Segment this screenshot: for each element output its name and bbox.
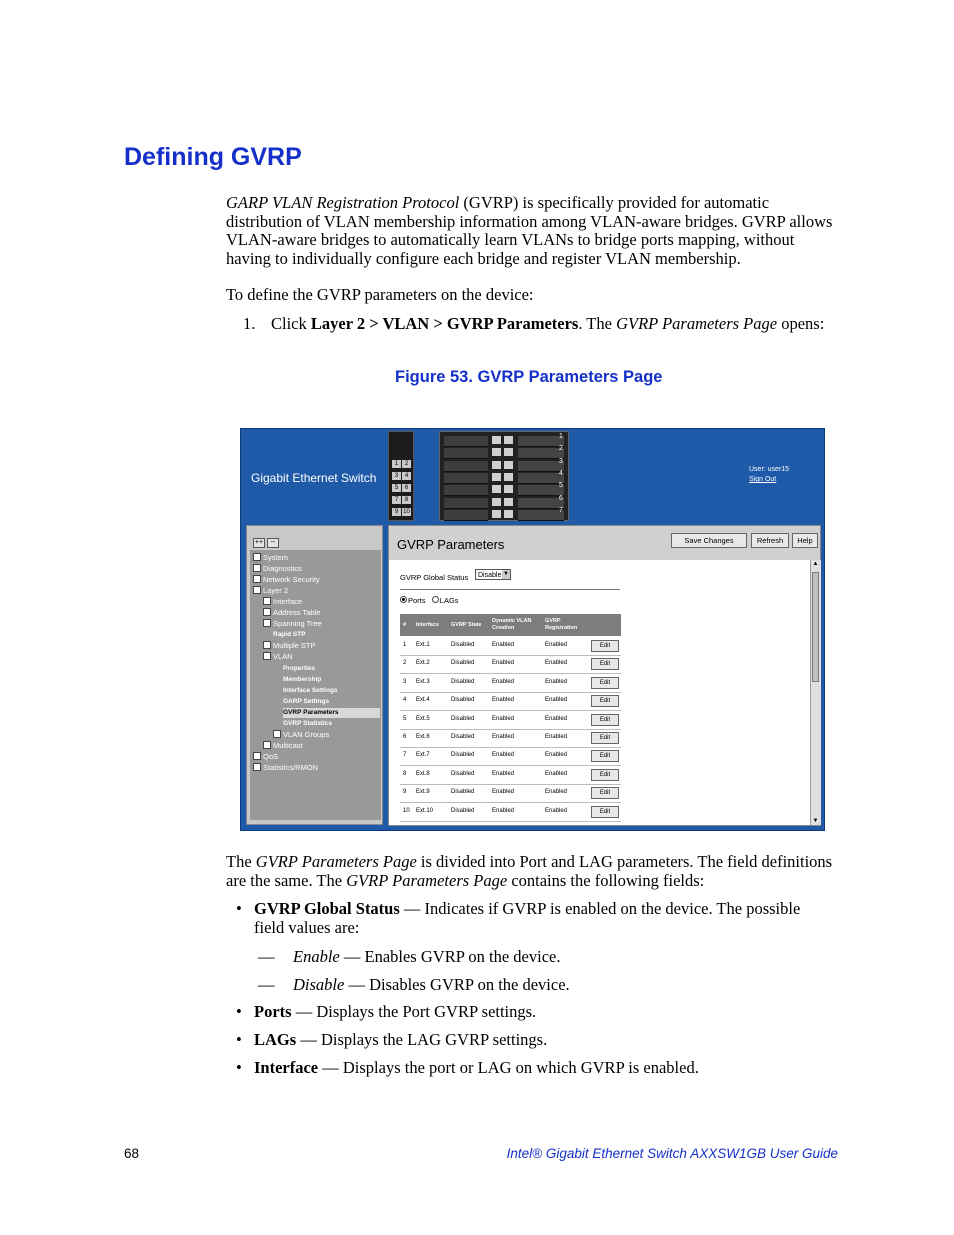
bullet-mark: • [236, 1058, 242, 1077]
nav-item[interactable] [273, 730, 329, 740]
lags-radio[interactable] [432, 596, 439, 603]
row-interface: Ext.6 [416, 734, 430, 740]
row-dynamic-vlan: Enabled [492, 715, 515, 722]
bay-module [444, 498, 488, 509]
refresh-button[interactable]: Refresh [751, 533, 789, 548]
expand-toggle-icon[interactable] [253, 752, 261, 760]
bay-module [444, 473, 488, 484]
sign-out-link[interactable]: Sign Out [749, 476, 777, 483]
step-text-c: . The [578, 314, 617, 333]
nav-item-label: System [263, 553, 289, 562]
row-gvrp-state: Disabled [451, 734, 475, 740]
after-paragraph [226, 853, 836, 890]
nav-item-label: Diagnostics [263, 564, 302, 574]
edit-button[interactable]: Edit [591, 769, 619, 781]
nav-item-label: Interface [273, 597, 303, 607]
row-gvrp-state: Disabled [451, 752, 475, 759]
row-gvrp-registration: Enabled [545, 678, 568, 685]
table-row [400, 637, 621, 656]
nav-item-label: VLAN Groups [283, 729, 330, 739]
row-dynamic-vlan: Enabled [492, 770, 515, 777]
bay-slot[interactable] [492, 498, 501, 506]
bullet-term: Ports [254, 1002, 292, 1021]
row-dynamic-vlan: Enabled [492, 697, 515, 704]
row-gvrp-registration: Enabled [545, 697, 568, 704]
global-status-value: Disable [478, 572, 502, 579]
bay-rail[interactable] [518, 485, 564, 496]
guide-title: Intel® Gigabit Ethernet Switch AXXSW1GB User Guide [506, 1146, 838, 1161]
table-row [400, 692, 621, 711]
bay-module [444, 510, 488, 521]
nav-item-label: Multicast [273, 740, 303, 750]
row-interface: Ext.1 [416, 642, 430, 648]
table-row [400, 711, 621, 730]
row-number: 7 [403, 752, 407, 759]
row-gvrp-state: Disabled [451, 678, 475, 685]
interface-type-radios [400, 596, 459, 605]
port-led[interactable]: 2 [402, 460, 411, 468]
table-row [400, 655, 621, 674]
row-gvrp-state: Disabled [451, 642, 475, 648]
nav-item[interactable] [253, 564, 302, 574]
nav-item-label: Layer 2 [263, 586, 289, 596]
bay-number: 1 [559, 433, 563, 440]
bay-number: 4 [559, 469, 563, 477]
bullet-text [254, 900, 829, 937]
dash-mark: — [258, 947, 275, 966]
dash-desc: — Enables GVRP on the device. [339, 947, 561, 966]
bay-number: 2 [559, 445, 563, 453]
expand-toggle-icon[interactable] [253, 553, 261, 561]
port-led[interactable]: 7 [392, 496, 401, 504]
bay-slot[interactable] [492, 473, 501, 481]
nav-item-label: Interface Settings [283, 686, 338, 694]
row-dynamic-vlan: Enabled [492, 789, 515, 796]
row-number: 8 [403, 770, 407, 777]
after-c: is divided into Port and LAG parameters. The field definitions are the same. The [226, 852, 833, 890]
row-interface: Ext.9 [416, 789, 430, 796]
row-interface: Ext.5 [416, 715, 430, 722]
col-num: # [403, 621, 407, 628]
dash-term: Enable [293, 947, 340, 966]
bay-slot[interactable] [492, 448, 501, 456]
edit-button[interactable]: Edit [591, 677, 619, 689]
table-row [400, 747, 621, 766]
col-gvrp-state: GVRP State [451, 621, 482, 628]
bullet-mark: • [236, 1002, 242, 1021]
chassis-front-panel [439, 431, 569, 521]
nav-item-label: Membership [283, 675, 322, 683]
bay-rail[interactable] [518, 473, 564, 484]
nav-item-label: VLAN [273, 652, 293, 662]
port-led[interactable]: 3 [392, 472, 401, 480]
bullet-term: GVRP Global Status [254, 899, 400, 918]
bay-rail[interactable] [518, 498, 564, 509]
vertical-scrollbar[interactable] [810, 560, 821, 825]
row-gvrp-registration: Enabled [545, 752, 568, 759]
bay-module [444, 461, 488, 472]
dash-text [293, 975, 570, 995]
after-page-name-1: GVRP Parameters Page [255, 852, 417, 871]
bay-slot[interactable] [492, 485, 501, 493]
bay-number: 5 [559, 482, 563, 490]
nav-item-label: Spanning Tree [273, 619, 322, 629]
bay-slot[interactable] [504, 473, 513, 481]
bay-rail[interactable] [518, 510, 564, 521]
bay-number: 3 [559, 457, 563, 465]
to-define-text: To define the GVRP parameters on the device: [226, 285, 534, 304]
nav-item[interactable] [283, 708, 380, 718]
row-gvrp-registration: Enabled [545, 715, 568, 722]
col-dynamic-vlan: Dynamic VLAN Creation [492, 618, 532, 631]
nav-item[interactable] [273, 630, 306, 640]
edit-button[interactable]: Edit [591, 658, 619, 670]
nav-item[interactable] [263, 597, 302, 607]
edit-button[interactable]: Edit [591, 695, 619, 707]
row-number: 2 [403, 660, 407, 667]
expand-toggle-icon[interactable] [263, 641, 271, 649]
row-gvrp-registration: Enabled [545, 789, 568, 796]
bullet-desc: — Displays the port or LAG on which GVRP is enabled. [318, 1058, 699, 1077]
nav-item[interactable] [263, 619, 322, 629]
nav-item-label: Rapid STP [273, 631, 306, 639]
step-number: 1. [243, 314, 256, 333]
bay-number: 7 [559, 506, 563, 514]
step-text-a: Click [271, 314, 311, 333]
expand-toggle-icon[interactable] [263, 597, 271, 605]
nav-item-label: GVRP Statistics [283, 719, 333, 727]
bay-slot[interactable] [492, 510, 501, 518]
tree-buttons [253, 531, 281, 549]
expand-toggle-icon[interactable] [263, 652, 271, 660]
port-led[interactable]: 1 [392, 460, 401, 468]
bay-module [444, 485, 488, 496]
row-gvrp-state: Disabled [451, 715, 475, 722]
row-gvrp-registration: Enabled [545, 770, 568, 777]
row-number: 1 [403, 642, 407, 648]
section-heading: Defining GVRP [124, 143, 302, 171]
intro-paragraph [226, 194, 836, 268]
expand-toggle-icon[interactable] [263, 619, 271, 627]
row-gvrp-registration: Enabled [545, 642, 568, 648]
bay-rail[interactable] [518, 448, 564, 459]
row-dynamic-vlan: Enabled [492, 734, 515, 740]
edit-button[interactable]: Edit [591, 732, 619, 744]
bay-slot[interactable] [504, 485, 513, 493]
bay-slot[interactable] [504, 498, 513, 506]
port-led[interactable]: 8 [402, 496, 411, 504]
row-dynamic-vlan: Enabled [492, 807, 515, 814]
switch-front-panel [388, 431, 414, 521]
step-text-e: opens: [777, 314, 825, 333]
nav-item[interactable] [283, 664, 315, 674]
bay-rail[interactable] [518, 461, 564, 472]
nav-item[interactable] [253, 553, 288, 563]
global-status-select[interactable] [475, 569, 511, 580]
port-led[interactable]: 10 [403, 509, 410, 515]
dash-desc: — Disables GVRP on the device. [344, 975, 570, 994]
content-panel [388, 525, 821, 826]
row-gvrp-state: Disabled [451, 660, 475, 667]
row-interface: Ext.10 [416, 807, 434, 814]
row-number: 10 [403, 807, 410, 814]
row-dynamic-vlan: Enabled [492, 660, 515, 667]
table-row [400, 729, 621, 748]
intro-rest: (GVRP) is specifically provided for automatic distribution of VLAN membership information among VLAN-aware bridges. GVRP allows VLAN-aware bridges to automatically learn VLANs to bridge ports mapping, without having to individually configure each bridge and register VLAN membership. [226, 193, 833, 268]
row-number: 9 [403, 789, 407, 796]
bay-number: 6 [559, 494, 563, 502]
nav-item[interactable] [263, 608, 320, 618]
bullet-term: Interface [254, 1058, 319, 1077]
after-page-name-2: GVRP Parameters Page [346, 870, 508, 890]
bullet-text [254, 1031, 829, 1050]
step-page-name: GVRP Parameters Page [616, 314, 778, 333]
bay-rail[interactable] [518, 436, 564, 447]
scroll-up-icon[interactable]: ▲ [812, 561, 819, 567]
user-info [749, 465, 789, 485]
edit-button[interactable]: Edit [591, 787, 619, 799]
edit-button[interactable]: Edit [591, 640, 619, 652]
divider [400, 589, 620, 590]
banner-title: Gigabit Ethernet Switch [251, 471, 377, 485]
table-row [400, 674, 621, 693]
figure-caption: Figure 53. GVRP Parameters Page [395, 368, 663, 386]
row-interface: Ext.3 [416, 678, 430, 685]
row-number: 5 [403, 715, 407, 722]
content-header [389, 526, 820, 560]
intro-italic: GARP VLAN Registration Protocol [226, 193, 460, 212]
page-number: 68 [124, 1146, 140, 1161]
expand-toggle-icon[interactable] [253, 575, 261, 583]
edit-button[interactable]: Edit [591, 750, 619, 762]
scroll-thumb[interactable] [812, 572, 819, 682]
help-button[interactable]: Help [792, 533, 818, 548]
nav-item[interactable] [263, 741, 303, 751]
dropdown-arrow-icon: ▼ [503, 571, 509, 577]
expand-toggle-icon[interactable] [273, 730, 281, 738]
row-dynamic-vlan: Enabled [492, 642, 515, 648]
bullet-term: LAGs [254, 1030, 297, 1049]
row-number: 3 [403, 678, 407, 685]
bay-slot[interactable] [492, 461, 501, 469]
dash-text [293, 947, 560, 967]
nav-item-label: Properties [283, 664, 316, 672]
nav-tree [250, 550, 381, 820]
row-interface: Ext.7 [416, 752, 430, 759]
bay-module [444, 436, 488, 447]
expand-toggle-icon[interactable] [253, 564, 261, 572]
bullet-desc: — Indicates if GVRP is enabled on the device. The possible field values are: [254, 899, 801, 937]
bullet-mark: • [236, 899, 242, 918]
bay-slot[interactable] [492, 436, 501, 444]
bay-slot[interactable] [504, 510, 513, 518]
row-dynamic-vlan: Enabled [492, 678, 515, 685]
edit-button[interactable]: Edit [591, 806, 619, 818]
row-gvrp-state: Disabled [451, 789, 475, 796]
dash-mark: — [258, 975, 275, 994]
nav-panel [246, 525, 383, 825]
bay-slot[interactable] [504, 436, 513, 444]
nav-item-label: GARP Settings [283, 697, 330, 705]
port-led[interactable]: 6 [402, 484, 411, 492]
col-interface: Interface [416, 621, 439, 628]
ports-radio-label: Ports [408, 596, 426, 605]
row-gvrp-state: Disabled [451, 807, 475, 814]
lags-radio-label: LAGs [439, 596, 459, 605]
nav-item[interactable] [283, 675, 321, 685]
after-e: contains the following fields: [507, 870, 705, 890]
nav-item[interactable] [253, 575, 320, 585]
page-title: GVRP Parameters [397, 537, 505, 552]
row-gvrp-state: Disabled [451, 770, 475, 777]
nav-item-label: Address Table [273, 608, 321, 618]
bullet-desc: — Displays the Port GVRP settings. [291, 1002, 537, 1021]
row-interface: Ext.8 [416, 770, 430, 777]
ports-radio[interactable] [400, 596, 407, 603]
dash-term: Disable [293, 975, 345, 994]
row-dynamic-vlan: Enabled [492, 752, 515, 759]
nav-item-label: GVRP Parameters [283, 708, 339, 716]
row-number: 6 [403, 734, 407, 740]
port-led[interactable]: 9 [392, 508, 401, 516]
global-status-label: GVRP Global Status [400, 573, 469, 582]
bullet-desc: — Displays the LAG GVRP settings. [296, 1030, 548, 1049]
scroll-down-icon[interactable]: ▼ [812, 818, 819, 824]
nav-item[interactable] [253, 763, 318, 773]
nav-item[interactable] [283, 686, 338, 696]
expand-toggle-icon[interactable] [253, 586, 261, 594]
nav-item[interactable] [253, 586, 288, 596]
after-a: The [226, 852, 256, 871]
row-gvrp-registration: Enabled [545, 660, 568, 667]
bullet-text [254, 1003, 829, 1022]
table-row [400, 766, 621, 785]
port-led[interactable]: 5 [392, 484, 401, 492]
nav-item-label: QoS [263, 751, 279, 761]
bullet-text [254, 1059, 829, 1078]
bullet-mark: • [236, 1030, 242, 1049]
row-gvrp-registration: Enabled [545, 807, 568, 814]
table-header [400, 614, 621, 636]
row-interface: Ext.4 [416, 697, 430, 704]
nav-item-label: Statistics/RMON [263, 762, 319, 772]
bay-slot[interactable] [504, 461, 513, 469]
nav-item-label: Network Security [263, 575, 320, 585]
table-row [400, 784, 621, 803]
table-row [400, 803, 621, 822]
step-menu-path: Layer 2 > VLAN > GVRP Parameters [310, 314, 579, 333]
step-text [271, 314, 831, 333]
row-gvrp-registration: Enabled [545, 734, 568, 740]
gvrp-screenshot [240, 428, 825, 831]
nav-item-label: Multiple STP [273, 641, 316, 651]
bay-module [444, 448, 488, 459]
user-label: User: user15 [749, 466, 790, 473]
nav-item[interactable] [263, 641, 316, 651]
collapse-all-button[interactable]: -- [267, 538, 279, 548]
bay-slot[interactable] [504, 448, 513, 456]
expand-toggle-icon[interactable] [263, 608, 271, 616]
expand-toggle-icon[interactable] [263, 741, 271, 749]
save-changes-button[interactable]: Save Changes [671, 533, 747, 548]
nav-item[interactable] [283, 697, 329, 707]
nav-item[interactable] [283, 719, 332, 729]
row-interface: Ext.2 [416, 660, 430, 667]
row-number: 4 [403, 697, 407, 704]
expand-all-button[interactable]: ++ [254, 539, 264, 546]
nav-item[interactable] [253, 752, 278, 762]
expand-toggle-icon[interactable] [253, 763, 261, 771]
nav-item[interactable] [263, 652, 293, 662]
port-led[interactable]: 4 [402, 472, 411, 480]
edit-button[interactable]: Edit [591, 714, 619, 726]
col-gvrp-registration: GVRP Registration [545, 618, 578, 631]
row-gvrp-state: Disabled [451, 697, 475, 704]
